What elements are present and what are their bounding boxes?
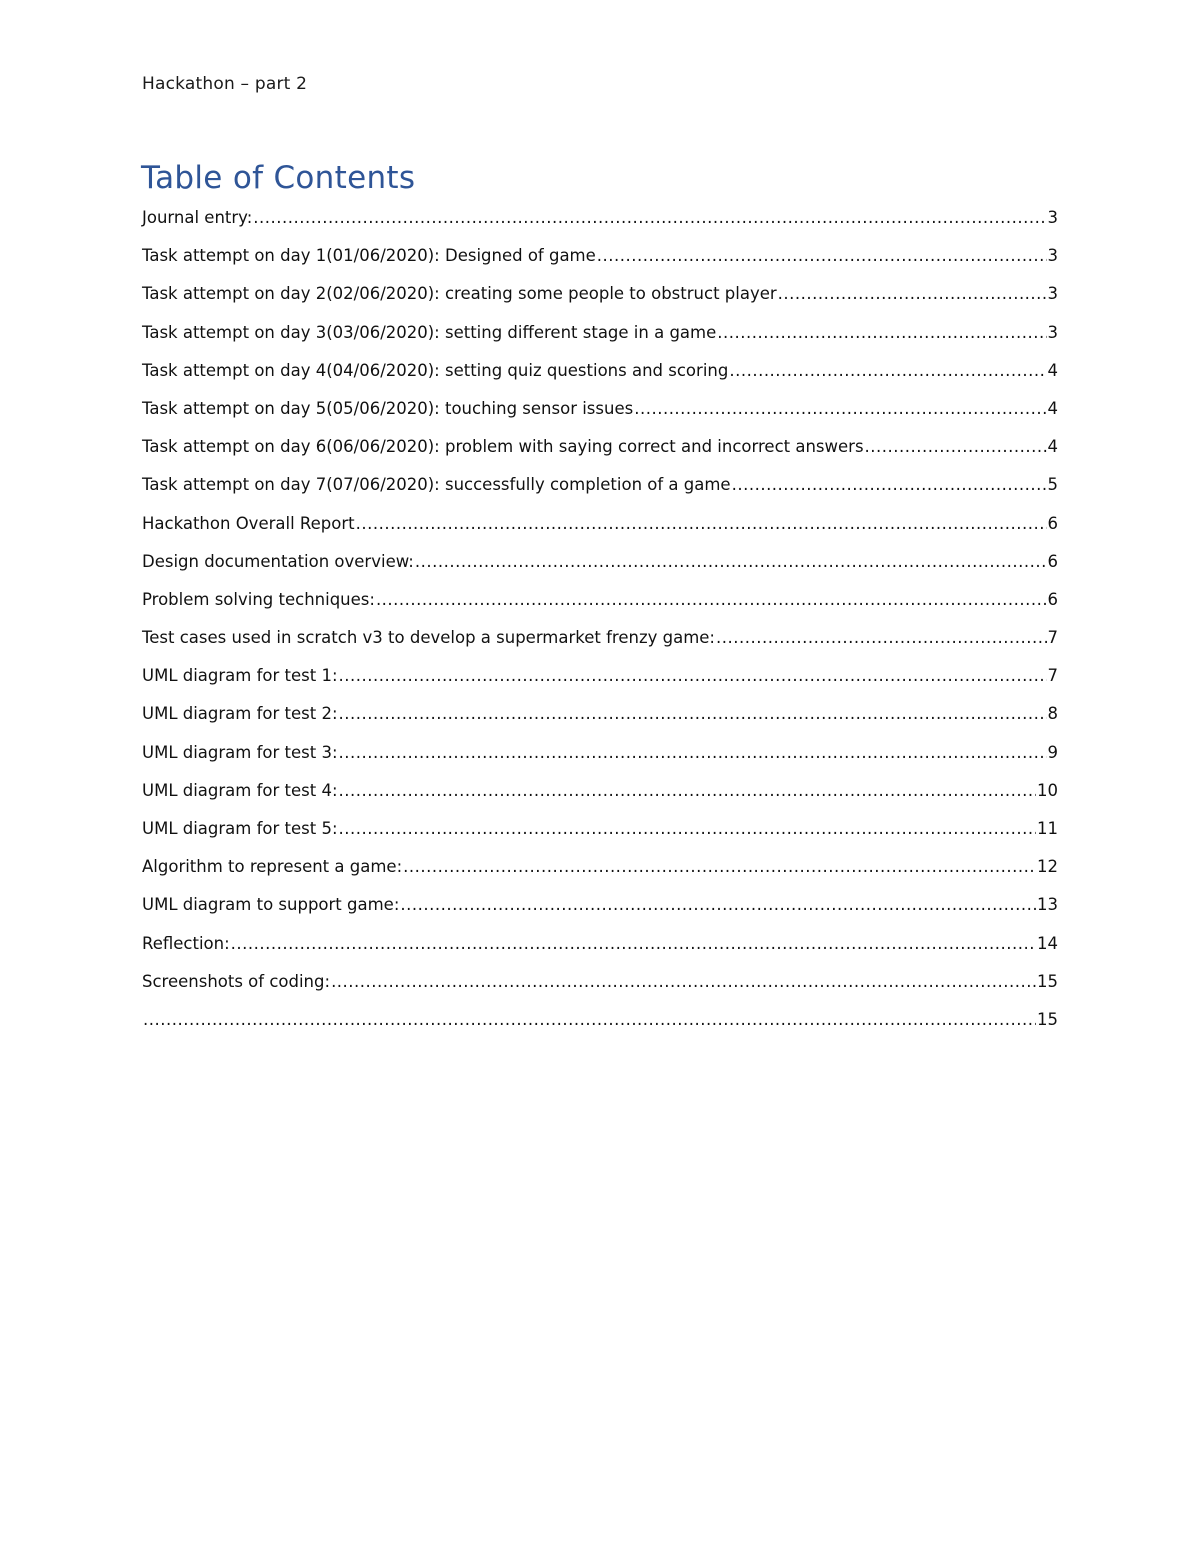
toc-entry-text: Task attempt on day 2(02/06/2020): creating some people to obstruct player: [142, 284, 777, 304]
toc-entry-text: UML diagram for test 2:: [142, 704, 338, 724]
toc-dot-leader: [376, 588, 1047, 612]
toc-dot-leader: [717, 321, 1046, 345]
toc-dot-leader: [339, 741, 1047, 765]
toc-entry-text: Problem solving techniques:: [142, 589, 375, 609]
toc-entry-text: Journal entry:: [142, 208, 253, 227]
toc-entry-text: Task attempt on day 5(05/06/2020): touching sensor issues: [142, 398, 634, 418]
toc-dot-leader: [339, 817, 1036, 841]
toc-entry-text: UML diagram for test 3:: [142, 742, 338, 762]
toc-entry[interactable]: [142, 970, 1058, 1008]
toc-entry-text: UML diagram for test 4:: [142, 780, 338, 800]
toc-dot-leader: [865, 435, 1047, 459]
toc-entry[interactable]: [142, 741, 1058, 779]
toc-dot-leader: [331, 970, 1036, 994]
toc-page-number: 11: [1037, 819, 1058, 838]
toc-entry[interactable]: [142, 206, 1058, 244]
toc-entry-text: Reflection:: [142, 933, 230, 953]
toc-entry[interactable]: [142, 588, 1058, 626]
toc-dot-leader: [339, 702, 1047, 726]
toc-entry[interactable]: [142, 512, 1058, 550]
toc-page-number: 8: [1047, 704, 1058, 724]
toc-dot-leader: [729, 359, 1046, 383]
toc-page-number: 14: [1037, 933, 1058, 953]
toc-entry[interactable]: [142, 321, 1058, 359]
toc-page-number: 15: [1037, 971, 1058, 991]
toc-list: [142, 206, 1058, 1046]
toc-dot-leader: [339, 779, 1036, 803]
toc-title: Table of Contents: [141, 160, 416, 196]
toc-entry[interactable]: [142, 359, 1058, 397]
toc-page-number: 5: [1047, 475, 1058, 495]
toc-entry[interactable]: [142, 282, 1058, 320]
toc-entry-text: Task attempt on day 1(01/06/2020): Designed of game: [142, 246, 596, 266]
toc-entry[interactable]: [142, 1008, 1058, 1046]
toc-entry-text: Algorithm to represent a game:: [142, 857, 403, 877]
toc-page-number: 12: [1037, 857, 1058, 877]
toc-entry[interactable]: [142, 702, 1058, 740]
toc-page-number: 3: [1047, 284, 1058, 304]
toc-page-number: 15: [1037, 1009, 1058, 1029]
toc-entry-text: Task attempt on day 3(03/06/2020): setting different stage in a game: [142, 322, 717, 342]
toc-entry[interactable]: [142, 664, 1058, 702]
toc-entry[interactable]: [142, 435, 1058, 473]
toc-entry[interactable]: [142, 855, 1058, 893]
toc-dot-leader: [403, 855, 1036, 879]
toc-dot-leader: [356, 512, 1047, 536]
toc-page-number: 10: [1037, 780, 1058, 800]
toc-page-number: 3: [1047, 246, 1058, 266]
toc-page-number: 7: [1047, 666, 1058, 686]
toc-entry-text: Task attempt on day 7(07/06/2020): successfully completion of a game: [142, 475, 731, 495]
page-header: Hackathon – part 2: [142, 74, 308, 94]
toc-dot-leader: [415, 550, 1047, 574]
toc-page-number: 4: [1047, 360, 1058, 380]
toc-page-number: 13: [1037, 895, 1058, 915]
toc-page-number: 4: [1047, 398, 1058, 418]
toc-entry-text: Task attempt on day 6(06/06/2020): problem with saying correct and incorrect answers: [142, 437, 864, 457]
toc-page-number: 6: [1047, 551, 1058, 571]
toc-page-number: 3: [1047, 208, 1058, 227]
toc-page-number: 6: [1047, 589, 1058, 609]
toc-entry[interactable]: [142, 626, 1058, 664]
toc-entry-text: Screenshots of coding:: [142, 971, 331, 991]
toc-dot-leader: [143, 1008, 1036, 1032]
toc-dot-leader: [253, 206, 1046, 230]
toc-dot-leader: [778, 282, 1047, 306]
toc-entry-text: Hackathon Overall Report: [142, 513, 355, 533]
toc-entry-text: UML diagram for test 5:: [142, 819, 338, 838]
toc-page-number: 3: [1047, 322, 1058, 342]
toc-page-number: 4: [1047, 437, 1058, 457]
toc-dot-leader: [339, 664, 1047, 688]
toc-dot-leader: [716, 626, 1047, 650]
toc-entry[interactable]: [142, 473, 1058, 511]
toc-entry[interactable]: [142, 893, 1058, 931]
toc-dot-leader: [400, 893, 1036, 917]
toc-page-number: 7: [1047, 628, 1058, 648]
toc-dot-leader: [597, 244, 1047, 268]
toc-entry[interactable]: [142, 817, 1058, 855]
toc-entry-text: UML diagram for test 1:: [142, 666, 338, 686]
toc-entry[interactable]: [142, 244, 1058, 282]
toc-entry-text: Design documentation overview:: [142, 551, 414, 571]
toc-entry[interactable]: [142, 397, 1058, 435]
toc-entry[interactable]: [142, 550, 1058, 588]
toc-entry-text: UML diagram to support game:: [142, 895, 400, 915]
toc-entry-text: Task attempt on day 4(04/06/2020): setting quiz questions and scoring: [142, 360, 729, 380]
toc-page-number: 9: [1047, 742, 1058, 762]
toc-dot-leader: [732, 473, 1047, 497]
toc-entry[interactable]: [142, 779, 1058, 817]
toc-dot-leader: [231, 932, 1036, 956]
toc-entry-text: Test cases used in scratch v3 to develop a supermarket frenzy game:: [142, 628, 715, 648]
toc-entry[interactable]: [142, 932, 1058, 970]
toc-dot-leader: [634, 397, 1046, 421]
toc-page-number: 6: [1047, 513, 1058, 533]
